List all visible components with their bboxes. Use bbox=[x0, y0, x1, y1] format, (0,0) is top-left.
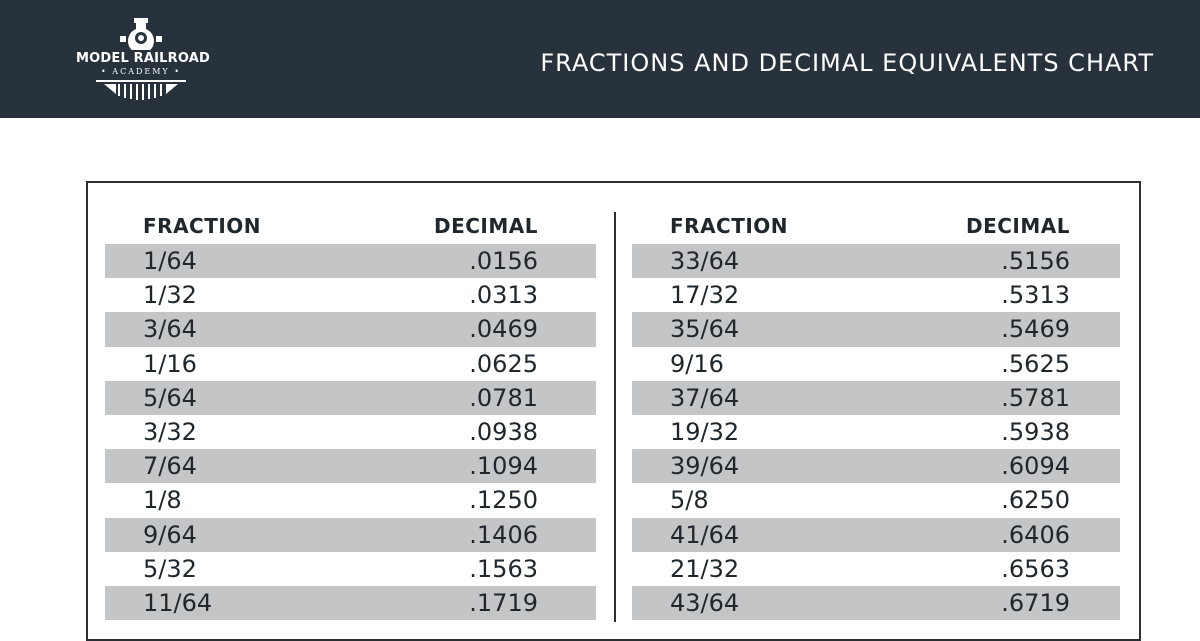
decimal-cell: .1406 bbox=[469, 520, 538, 549]
table-row bbox=[105, 381, 596, 415]
fraction-cell: 5/64 bbox=[143, 383, 197, 412]
table-row bbox=[632, 518, 1120, 552]
left-table-column bbox=[105, 210, 596, 620]
fraction-cell: 33/64 bbox=[670, 247, 740, 275]
decimal-cell: .0781 bbox=[469, 383, 538, 412]
table-row bbox=[105, 278, 596, 312]
fraction-cell: 3/64 bbox=[143, 315, 197, 344]
decimal-cell: .6406 bbox=[1001, 520, 1070, 549]
logo-wordmark: MODEL RAILROAD bbox=[76, 51, 211, 66]
table-row bbox=[632, 278, 1120, 312]
fraction-cell: 1/8 bbox=[143, 486, 182, 515]
decimal-cell: .5469 bbox=[1001, 315, 1070, 344]
fraction-cell: 5/8 bbox=[670, 486, 709, 515]
page-title: FRACTIONS AND DECIMAL EQUIVALENTS CHART bbox=[540, 49, 1154, 77]
decimal-cell: .5781 bbox=[1001, 383, 1070, 412]
table-row bbox=[632, 415, 1120, 449]
decimal-cell: .0625 bbox=[469, 349, 538, 378]
table-row bbox=[105, 518, 596, 552]
decimal-cell: .1719 bbox=[469, 588, 538, 617]
fraction-cell: 39/64 bbox=[670, 452, 740, 481]
decimal-cell: .0938 bbox=[469, 417, 538, 446]
table-row bbox=[632, 552, 1120, 586]
decimal-cell: .0469 bbox=[469, 315, 538, 344]
table-row bbox=[105, 586, 596, 620]
decimal-cell: .1563 bbox=[469, 554, 538, 583]
fraction-cell: 9/64 bbox=[143, 520, 197, 549]
fraction-cell: 9/16 bbox=[670, 349, 724, 378]
fraction-cell: 1/16 bbox=[143, 349, 197, 378]
right-table-column bbox=[632, 210, 1120, 620]
table-row bbox=[105, 552, 596, 586]
table-row bbox=[632, 312, 1120, 346]
fraction-cell: 7/64 bbox=[143, 452, 197, 481]
fraction-cell: 41/64 bbox=[670, 520, 740, 549]
decimal-cell: .1094 bbox=[469, 452, 538, 481]
decimal-cell: .5625 bbox=[1001, 349, 1070, 378]
decimal-cell: .1250 bbox=[469, 486, 538, 515]
table-row bbox=[632, 244, 1120, 278]
left-rows bbox=[105, 244, 596, 620]
decimal-cell: .6563 bbox=[1001, 554, 1070, 583]
decimal-cell: .5313 bbox=[1001, 281, 1070, 310]
model-railroad-academy-logo[interactable] bbox=[76, 14, 211, 100]
fraction-cell: 43/64 bbox=[670, 588, 740, 617]
table-row bbox=[105, 244, 596, 278]
column-divider bbox=[614, 212, 616, 622]
table-row bbox=[105, 449, 596, 483]
fraction-cell: 17/32 bbox=[670, 281, 740, 310]
left-column-header bbox=[105, 210, 596, 244]
decimal-cell: .5938 bbox=[1001, 417, 1070, 446]
header-bar bbox=[0, 0, 1200, 118]
fraction-cell: 11/64 bbox=[143, 588, 213, 617]
table-row bbox=[105, 347, 596, 381]
right-column-header bbox=[632, 210, 1120, 244]
table-row bbox=[632, 449, 1120, 483]
decimal-cell: .6250 bbox=[1001, 486, 1070, 515]
fraction-header: FRACTION bbox=[670, 214, 789, 238]
table-row bbox=[105, 312, 596, 346]
fraction-cell: 19/32 bbox=[670, 417, 740, 446]
fraction-cell: 1/32 bbox=[143, 281, 197, 310]
decimal-cell: .5156 bbox=[1001, 247, 1070, 275]
table-row bbox=[105, 415, 596, 449]
fraction-cell: 3/32 bbox=[143, 417, 197, 446]
fraction-cell: 35/64 bbox=[670, 315, 740, 344]
fraction-cell: 1/64 bbox=[143, 247, 197, 275]
fraction-cell: 21/32 bbox=[670, 554, 740, 583]
fraction-cell: 5/32 bbox=[143, 554, 197, 583]
table-row bbox=[105, 483, 596, 517]
table-row bbox=[632, 347, 1120, 381]
table-row bbox=[632, 381, 1120, 415]
fraction-cell: 37/64 bbox=[670, 383, 740, 412]
fraction-header: FRACTION bbox=[143, 214, 262, 238]
decimal-cell: .0156 bbox=[469, 247, 538, 275]
decimal-cell: .0313 bbox=[469, 281, 538, 310]
logo-subtitle: • ACADEMY • bbox=[101, 67, 181, 76]
decimal-header: DECIMAL bbox=[965, 214, 1070, 238]
decimal-cell: .6094 bbox=[1001, 452, 1070, 481]
decimal-cell: .6719 bbox=[1001, 588, 1070, 617]
table-row bbox=[632, 586, 1120, 620]
right-rows bbox=[632, 244, 1120, 620]
table-row bbox=[632, 483, 1120, 517]
decimal-header: DECIMAL bbox=[433, 214, 538, 238]
